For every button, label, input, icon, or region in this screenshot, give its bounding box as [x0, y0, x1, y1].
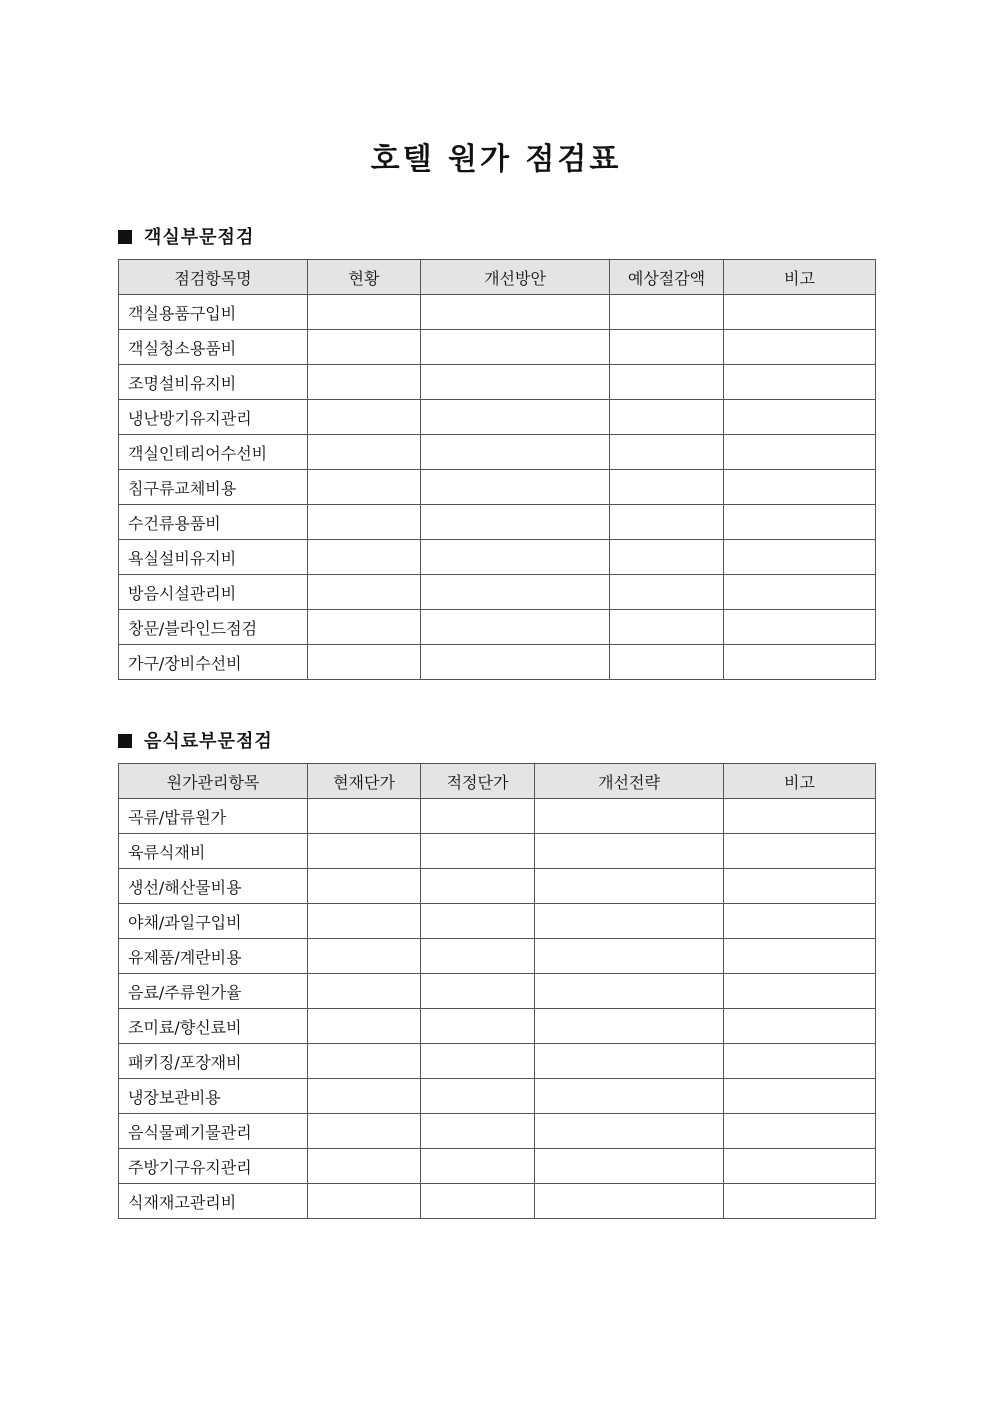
- square-bullet-icon: [118, 734, 132, 748]
- entry-cell[interactable]: [535, 869, 724, 904]
- entry-cell[interactable]: [535, 1079, 724, 1114]
- entry-cell[interactable]: [308, 974, 421, 1009]
- column-header: 점검항목명: [119, 260, 308, 295]
- entry-cell[interactable]: [421, 575, 610, 610]
- entry-cell[interactable]: [535, 834, 724, 869]
- entry-cell[interactable]: [421, 610, 610, 645]
- entry-cell[interactable]: [535, 939, 724, 974]
- table-row: [119, 1044, 876, 1079]
- entry-cell[interactable]: [421, 435, 610, 470]
- entry-cell[interactable]: [308, 645, 421, 680]
- entry-cell[interactable]: [724, 1149, 876, 1184]
- entry-cell[interactable]: [724, 575, 876, 610]
- rooms-section-heading: [118, 223, 254, 249]
- table-header-row: [119, 764, 876, 799]
- item-name-cell: 곡류/밥류원가: [119, 799, 308, 834]
- table-row: [119, 834, 876, 869]
- table-row: [119, 1009, 876, 1044]
- entry-cell[interactable]: [610, 435, 724, 470]
- table-row: [119, 400, 876, 435]
- entry-cell[interactable]: [724, 1184, 876, 1219]
- entry-cell[interactable]: [724, 645, 876, 680]
- entry-cell[interactable]: [308, 610, 421, 645]
- entry-cell[interactable]: [610, 400, 724, 435]
- entry-cell[interactable]: [308, 1044, 421, 1079]
- table-row: [119, 939, 876, 974]
- table-row: [119, 330, 876, 365]
- entry-cell[interactable]: [308, 400, 421, 435]
- table-header-row: [119, 260, 876, 295]
- table-row: [119, 435, 876, 470]
- entry-cell[interactable]: [308, 834, 421, 869]
- rooms-heading-label: 객실부문점검: [144, 227, 255, 248]
- entry-cell[interactable]: [308, 295, 421, 330]
- table-row: [119, 540, 876, 575]
- entry-cell[interactable]: [535, 1009, 724, 1044]
- entry-cell[interactable]: [724, 505, 876, 540]
- table-row: [119, 295, 876, 330]
- entry-cell[interactable]: [724, 904, 876, 939]
- entry-cell[interactable]: [308, 939, 421, 974]
- entry-cell[interactable]: [308, 1114, 421, 1149]
- entry-cell[interactable]: [535, 904, 724, 939]
- entry-cell[interactable]: [610, 470, 724, 505]
- item-name-cell: 생선/해산물비용: [119, 869, 308, 904]
- entry-cell[interactable]: [421, 1114, 535, 1149]
- entry-cell[interactable]: [535, 1149, 724, 1184]
- item-name-cell: 음식물폐기물관리: [119, 1114, 308, 1149]
- entry-cell[interactable]: [421, 834, 535, 869]
- item-name-cell: 조미료/향신료비: [119, 1009, 308, 1044]
- entry-cell[interactable]: [421, 1044, 535, 1079]
- entry-cell[interactable]: [421, 799, 535, 834]
- entry-cell[interactable]: [308, 1149, 421, 1184]
- entry-cell[interactable]: [308, 575, 421, 610]
- entry-cell[interactable]: [308, 505, 421, 540]
- column-header: 예상절감액: [610, 260, 724, 295]
- entry-cell[interactable]: [421, 645, 610, 680]
- entry-cell[interactable]: [308, 1079, 421, 1114]
- entry-cell[interactable]: [724, 330, 876, 365]
- entry-cell[interactable]: [535, 1114, 724, 1149]
- entry-cell[interactable]: [724, 799, 876, 834]
- entry-cell[interactable]: [724, 470, 876, 505]
- table-row: [119, 799, 876, 834]
- entry-cell[interactable]: [724, 540, 876, 575]
- item-name-cell: 객실인테리어수선비: [119, 435, 308, 470]
- item-name-cell: 냉난방기유지관리: [119, 400, 308, 435]
- table-row: [119, 470, 876, 505]
- entry-cell[interactable]: [610, 540, 724, 575]
- entry-cell[interactable]: [724, 295, 876, 330]
- entry-cell[interactable]: [421, 1009, 535, 1044]
- entry-cell[interactable]: [724, 610, 876, 645]
- table-row: [119, 1184, 876, 1219]
- square-bullet-icon: [118, 230, 132, 244]
- entry-cell[interactable]: [308, 330, 421, 365]
- entry-cell[interactable]: [535, 974, 724, 1009]
- column-header: 현재단가: [308, 764, 421, 799]
- item-name-cell: 방음시설관리비: [119, 575, 308, 610]
- entry-cell[interactable]: [308, 1184, 421, 1219]
- item-name-cell: 음료/주류원가율: [119, 974, 308, 1009]
- entry-cell[interactable]: [421, 1079, 535, 1114]
- entry-cell[interactable]: [724, 1114, 876, 1149]
- table-row: [119, 610, 876, 645]
- column-header: 적정단가: [421, 764, 535, 799]
- food-section-heading: [118, 727, 273, 753]
- table-row: [119, 365, 876, 400]
- table-row: [119, 645, 876, 680]
- item-name-cell: 유제품/계란비용: [119, 939, 308, 974]
- column-header: 원가관리항목: [119, 764, 308, 799]
- table-row: [119, 974, 876, 1009]
- entry-cell[interactable]: [308, 799, 421, 834]
- entry-cell[interactable]: [610, 330, 724, 365]
- entry-cell[interactable]: [610, 295, 724, 330]
- entry-cell[interactable]: [421, 904, 535, 939]
- table-row: [119, 1079, 876, 1114]
- entry-cell[interactable]: [308, 540, 421, 575]
- entry-cell[interactable]: [535, 799, 724, 834]
- entry-cell[interactable]: [421, 939, 535, 974]
- entry-cell[interactable]: [724, 869, 876, 904]
- entry-cell[interactable]: [610, 610, 724, 645]
- entry-cell[interactable]: [308, 1009, 421, 1044]
- entry-cell[interactable]: [421, 540, 610, 575]
- column-header: 개선방안: [421, 260, 610, 295]
- item-name-cell: 주방기구유지관리: [119, 1149, 308, 1184]
- column-header: 현황: [308, 260, 421, 295]
- entry-cell[interactable]: [610, 365, 724, 400]
- table-row: [119, 904, 876, 939]
- item-name-cell: 조명설비유지비: [119, 365, 308, 400]
- food-heading-label: 음식료부문점검: [144, 731, 273, 752]
- entry-cell[interactable]: [308, 365, 421, 400]
- entry-cell[interactable]: [308, 435, 421, 470]
- item-name-cell: 육류식재비: [119, 834, 308, 869]
- entry-cell[interactable]: [421, 1149, 535, 1184]
- entry-cell[interactable]: [724, 400, 876, 435]
- table-row: [119, 505, 876, 540]
- entry-cell[interactable]: [308, 904, 421, 939]
- entry-cell[interactable]: [610, 505, 724, 540]
- entry-cell[interactable]: [421, 470, 610, 505]
- item-name-cell: 객실용품구입비: [119, 295, 308, 330]
- item-name-cell: 식재재고관리비: [119, 1184, 308, 1219]
- entry-cell[interactable]: [421, 295, 610, 330]
- entry-cell[interactable]: [724, 1009, 876, 1044]
- table-row: [119, 575, 876, 610]
- item-name-cell: 패키징/포장재비: [119, 1044, 308, 1079]
- table-row: [119, 869, 876, 904]
- item-name-cell: 야채/과일구입비: [119, 904, 308, 939]
- entry-cell[interactable]: [421, 365, 610, 400]
- item-name-cell: 침구류교체비용: [119, 470, 308, 505]
- entry-cell[interactable]: [724, 1079, 876, 1114]
- entry-cell[interactable]: [610, 575, 724, 610]
- item-name-cell: 객실청소용품비: [119, 330, 308, 365]
- column-header: 개선전략: [535, 764, 724, 799]
- item-name-cell: 수건류용품비: [119, 505, 308, 540]
- table-row: [119, 1114, 876, 1149]
- entry-cell[interactable]: [724, 1044, 876, 1079]
- food-checklist-table: [118, 763, 876, 1219]
- entry-cell[interactable]: [308, 869, 421, 904]
- entry-cell[interactable]: [308, 470, 421, 505]
- entry-cell[interactable]: [421, 330, 610, 365]
- entry-cell[interactable]: [610, 645, 724, 680]
- column-header: 비고: [724, 764, 876, 799]
- document-title: 호텔 원가 점검표: [370, 142, 622, 177]
- entry-cell[interactable]: [421, 1184, 535, 1219]
- entry-cell[interactable]: [724, 974, 876, 1009]
- entry-cell[interactable]: [724, 435, 876, 470]
- item-name-cell: 냉장보관비용: [119, 1079, 308, 1114]
- column-header: 비고: [724, 260, 876, 295]
- item-name-cell: 욕실설비유지비: [119, 540, 308, 575]
- entry-cell[interactable]: [724, 939, 876, 974]
- item-name-cell: 창문/블라인드점검: [119, 610, 308, 645]
- table-row: [119, 1149, 876, 1184]
- rooms-checklist-table: [118, 259, 876, 680]
- item-name-cell: 가구/장비수선비: [119, 645, 308, 680]
- entry-cell[interactable]: [421, 974, 535, 1009]
- entry-cell[interactable]: [724, 834, 876, 869]
- entry-cell[interactable]: [535, 1184, 724, 1219]
- entry-cell[interactable]: [421, 869, 535, 904]
- entry-cell[interactable]: [421, 505, 610, 540]
- entry-cell[interactable]: [724, 365, 876, 400]
- entry-cell[interactable]: [421, 400, 610, 435]
- entry-cell[interactable]: [535, 1044, 724, 1079]
